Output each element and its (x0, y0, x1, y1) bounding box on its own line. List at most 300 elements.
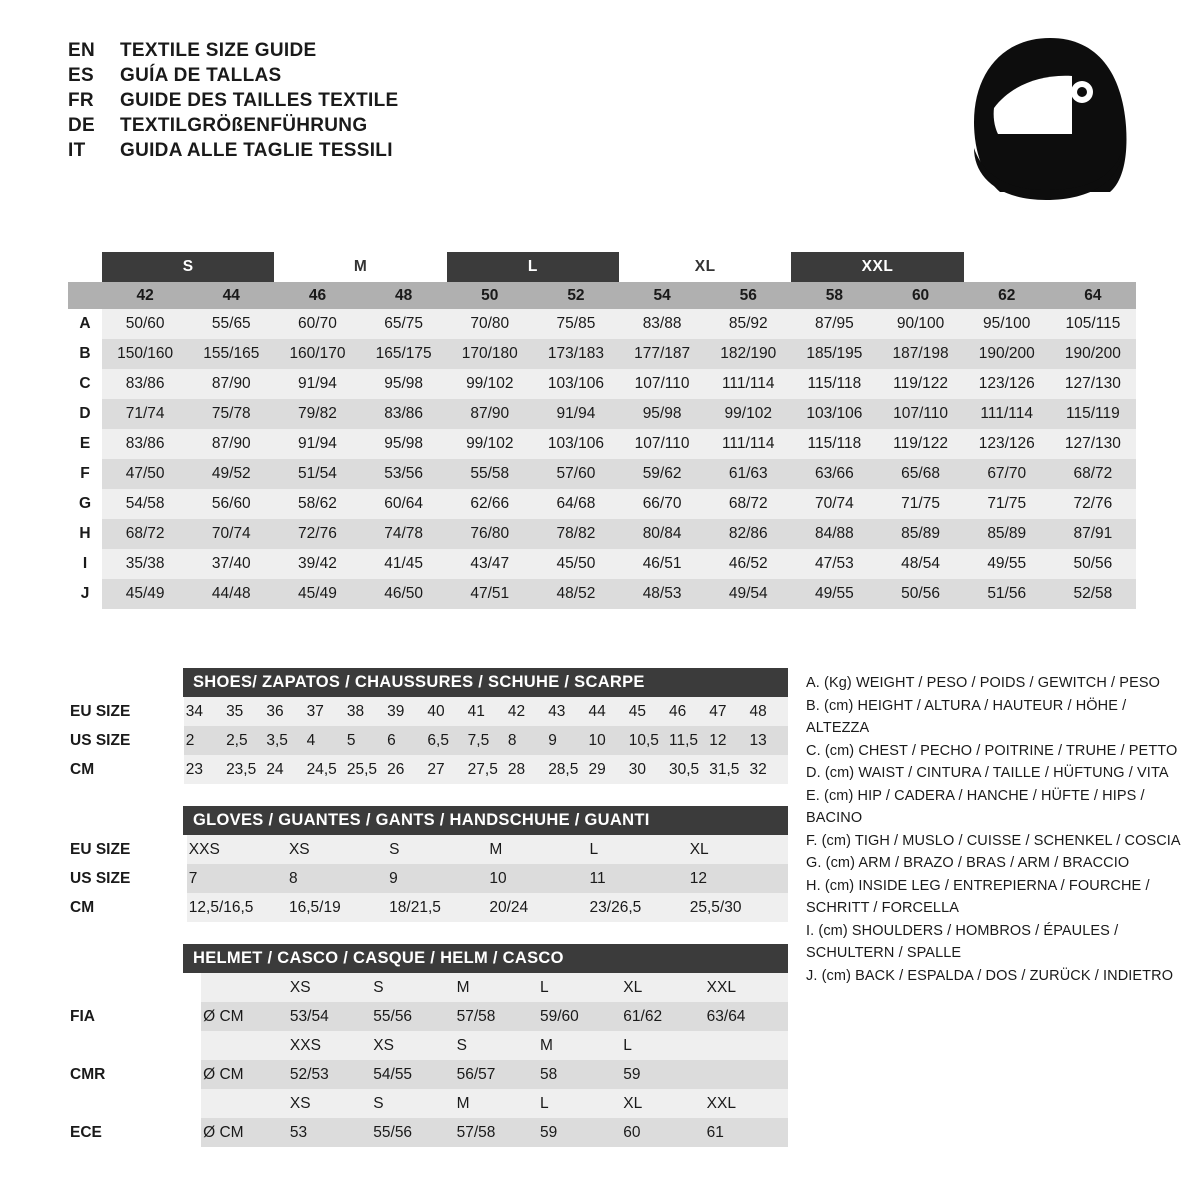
unit-cell (201, 1031, 288, 1060)
measure-cell: 68/72 (102, 519, 188, 549)
table-row (68, 579, 1136, 609)
value-cell: XXS (288, 1031, 371, 1060)
measure-cell: 56/60 (188, 489, 274, 519)
value-cell: 35 (224, 697, 264, 726)
measure-cell: 64/68 (533, 489, 619, 519)
table-row (68, 864, 788, 893)
measure-cell: 83/88 (619, 309, 705, 339)
measure-cell: 103/106 (533, 429, 619, 459)
measure-cell: 84/88 (791, 519, 877, 549)
value-cell: 10 (487, 864, 587, 893)
row-label (68, 1089, 201, 1118)
value-cell: 56/57 (455, 1060, 538, 1089)
table-row (68, 726, 788, 755)
value-cell: S (455, 1031, 538, 1060)
measure-cell: 49/55 (791, 579, 877, 609)
legend-item: D. (cm) WAIST / CINTURA / TAILLE / HÜFTUNG / VITA (806, 765, 1169, 781)
header-line (68, 140, 398, 162)
value-cell: XL (621, 1089, 704, 1118)
measure-cell: 62/66 (447, 489, 533, 519)
value-cell: 32 (748, 755, 788, 784)
value-cell: 12,5/16,5 (187, 893, 287, 922)
measure-cell: 71/74 (102, 399, 188, 429)
helmet-section-title: HELMET / CASCO / CASQUE / HELM / CASCO (183, 944, 788, 973)
measure-cell: 75/85 (533, 309, 619, 339)
gloves-table (68, 835, 788, 922)
value-cell: M (487, 835, 587, 864)
value-cell: 59 (621, 1060, 704, 1089)
size-number: 58 (791, 282, 877, 309)
measure-cell: 150/160 (102, 339, 188, 369)
measure-cell: 65/75 (361, 309, 447, 339)
measure-cell: 50/56 (877, 579, 963, 609)
measure-cell: 48/53 (619, 579, 705, 609)
unit-cell (201, 973, 288, 1002)
measure-cell: 51/54 (274, 459, 360, 489)
header-title: TEXTILGRÖßENFÜHRUNG (120, 115, 368, 136)
table-row (68, 339, 1136, 369)
table-row (68, 893, 788, 922)
value-cell: 36 (264, 697, 304, 726)
value-cell: 57/58 (455, 1002, 538, 1031)
measure-cell: 48/54 (877, 549, 963, 579)
table-row (68, 309, 1136, 339)
size-number-header-row (68, 282, 1136, 309)
measure-cell: 74/78 (361, 519, 447, 549)
measure-cell: 165/175 (361, 339, 447, 369)
measure-cell: 45/49 (102, 579, 188, 609)
measure-cell: 59/62 (619, 459, 705, 489)
value-cell: 42 (506, 697, 546, 726)
measure-cell: 68/72 (1050, 459, 1136, 489)
measure-cell: 103/106 (791, 399, 877, 429)
row-label (68, 1031, 201, 1060)
measure-cell: 41/45 (361, 549, 447, 579)
legend-item: I. (cm) SHOULDERS / HOMBROS / ÉPAULES / (806, 922, 1119, 939)
size-number: 46 (274, 282, 360, 309)
value-cell: 16,5/19 (287, 893, 387, 922)
measure-cell: 185/195 (791, 339, 877, 369)
value-cell: L (621, 1031, 704, 1060)
table-row (68, 697, 788, 726)
value-cell: 8 (506, 726, 546, 755)
header-line (68, 90, 398, 112)
textile-size-table (68, 252, 1136, 609)
legend-item: C. (cm) CHEST / PECHO / POITRINE / TRUHE / PETTO (806, 742, 1178, 759)
value-cell: 40 (425, 697, 465, 726)
measure-row-label: E (79, 435, 91, 452)
row-label: FIA (70, 1007, 95, 1025)
measure-cell: 49/52 (188, 459, 274, 489)
measure-cell: 190/200 (1050, 339, 1136, 369)
size-group-label: XL (694, 258, 716, 275)
size-number: 62 (964, 282, 1050, 309)
row-label: EU SIZE (70, 840, 131, 858)
value-cell: 39 (385, 697, 425, 726)
measure-cell: 71/75 (877, 489, 963, 519)
unit-cell (201, 1089, 288, 1118)
size-group-label (68, 252, 102, 282)
value-cell: 34 (184, 697, 224, 726)
measure-row-label: A (79, 315, 91, 332)
measure-cell: 82/86 (705, 519, 791, 549)
legend-item: J. (cm) BACK / ESPALDA / DOS / ZURÜCK / INDIETRO (806, 967, 1174, 984)
measure-cell: 45/49 (274, 579, 360, 609)
legend-item: SCHULTERN / SPALLE (806, 945, 962, 961)
table-row (68, 1089, 788, 1118)
value-cell: L (538, 1089, 621, 1118)
measure-cell: 190/200 (964, 339, 1050, 369)
header-titles (68, 40, 398, 165)
size-number: 64 (1050, 282, 1136, 309)
header-lang: DE (68, 115, 95, 136)
header-title: GUÍA DE TALLAS (120, 65, 282, 86)
measure-cell: 187/198 (877, 339, 963, 369)
value-cell: 12 (707, 726, 747, 755)
value-cell: 29 (586, 755, 626, 784)
measure-row-label: D (79, 405, 91, 422)
measure-cell: 70/74 (791, 489, 877, 519)
value-cell: 18/21,5 (387, 893, 487, 922)
measure-cell: 39/42 (274, 549, 360, 579)
measure-row-label: C (79, 375, 91, 392)
measure-cell: 83/86 (102, 369, 188, 399)
value-cell: 28 (506, 755, 546, 784)
measure-cell: 61/63 (705, 459, 791, 489)
value-cell: 53/54 (288, 1002, 371, 1031)
size-number: 52 (533, 282, 619, 309)
table-row (68, 1002, 788, 1031)
measure-cell: 111/114 (705, 369, 791, 399)
measure-cell: 60/70 (274, 309, 360, 339)
table-row (68, 1060, 788, 1089)
measure-cell: 50/56 (1050, 549, 1136, 579)
value-cell: XL (621, 973, 704, 1002)
size-group-label (964, 252, 1050, 282)
measure-cell: 99/102 (447, 429, 533, 459)
shoes-table (68, 697, 788, 784)
measure-cell: 107/110 (877, 399, 963, 429)
corner-cell (68, 282, 102, 309)
measure-cell: 85/89 (877, 519, 963, 549)
value-cell: 23/26,5 (588, 893, 688, 922)
measure-cell: 127/130 (1050, 429, 1136, 459)
measure-cell: 91/94 (533, 399, 619, 429)
measure-cell: 46/52 (705, 549, 791, 579)
value-cell: M (455, 973, 538, 1002)
table-row (68, 973, 788, 1002)
value-cell: 12 (688, 864, 788, 893)
value-cell: 23 (184, 755, 224, 784)
measure-cell: 87/90 (188, 429, 274, 459)
value-cell: 7,5 (466, 726, 506, 755)
measure-cell: 53/56 (361, 459, 447, 489)
value-cell: 47 (707, 697, 747, 726)
measure-cell: 115/118 (791, 369, 877, 399)
value-cell: 10,5 (627, 726, 667, 755)
value-cell: 55/56 (371, 1002, 454, 1031)
size-group-label: L (447, 252, 619, 282)
measure-cell: 105/115 (1050, 309, 1136, 339)
measure-cell: 80/84 (619, 519, 705, 549)
legend-item: F. (cm) TIGH / MUSLO / CUISSE / SCHENKEL / COSCIA (806, 832, 1181, 849)
measure-cell: 52/58 (1050, 579, 1136, 609)
measure-cell: 95/98 (619, 399, 705, 429)
row-label: CM (70, 760, 95, 778)
value-cell: 13 (748, 726, 788, 755)
measure-cell: 48/52 (533, 579, 619, 609)
value-cell: 53 (288, 1118, 371, 1147)
value-cell: 59/60 (538, 1002, 621, 1031)
row-label: US SIZE (70, 869, 131, 887)
value-cell (705, 1031, 788, 1060)
measure-cell: 123/126 (964, 369, 1050, 399)
row-label: ECE (70, 1123, 102, 1141)
value-cell: 46 (667, 697, 707, 726)
size-group-label: S (102, 252, 274, 282)
value-cell: 57/58 (455, 1118, 538, 1147)
header-title: GUIDA ALLE TAGLIE TESSILI (120, 140, 393, 161)
table-row (68, 399, 1136, 429)
lower-tables (68, 668, 788, 1147)
value-cell: 25,5 (345, 755, 385, 784)
table-row (68, 519, 1136, 549)
size-number: 48 (361, 282, 447, 309)
value-cell: 3,5 (264, 726, 304, 755)
measure-cell: 49/54 (705, 579, 791, 609)
measure-cell: 155/165 (188, 339, 274, 369)
value-cell: 26 (385, 755, 425, 784)
legend-item: B. (cm) HEIGHT / ALTURA / HAUTEUR / HÖHE / ALTEZZA (806, 697, 1127, 736)
measure-cell: 85/89 (964, 519, 1050, 549)
measure-cell: 170/180 (447, 339, 533, 369)
measure-cell: 115/119 (1050, 399, 1136, 429)
measure-cell: 87/90 (188, 369, 274, 399)
value-cell: 9 (387, 864, 487, 893)
value-cell: 8 (287, 864, 387, 893)
table-row (68, 489, 1136, 519)
header-lang: FR (68, 90, 94, 111)
measure-cell: 45/50 (533, 549, 619, 579)
header-lang: ES (68, 65, 94, 86)
size-number: 50 (447, 282, 533, 309)
helmet-icon (960, 30, 1140, 210)
measure-cell: 123/126 (964, 429, 1050, 459)
table-row (68, 459, 1136, 489)
header-line (68, 115, 398, 137)
measure-cell: 90/100 (877, 309, 963, 339)
value-cell: 60 (621, 1118, 704, 1147)
value-cell: L (588, 835, 688, 864)
size-number: 54 (619, 282, 705, 309)
measure-cell: 51/56 (964, 579, 1050, 609)
measure-cell: 91/94 (274, 369, 360, 399)
value-cell: 61/62 (621, 1002, 704, 1031)
row-label: CMR (70, 1065, 106, 1083)
measurement-legend (806, 672, 1186, 987)
measure-cell: 58/62 (274, 489, 360, 519)
measure-row-label: H (79, 525, 91, 542)
measure-cell: 43/47 (447, 549, 533, 579)
measure-cell: 119/122 (877, 369, 963, 399)
measure-cell: 99/102 (447, 369, 533, 399)
row-label: CM (70, 898, 95, 916)
value-cell: 2 (184, 726, 224, 755)
value-cell: 41 (466, 697, 506, 726)
header-lang: IT (68, 140, 86, 161)
value-cell: 63/64 (705, 1002, 788, 1031)
measure-cell: 66/70 (619, 489, 705, 519)
value-cell: 44 (586, 697, 626, 726)
measure-row-label: J (80, 585, 90, 602)
measure-cell: 111/114 (964, 399, 1050, 429)
measure-cell: 44/48 (188, 579, 274, 609)
legend-item: A. (Kg) WEIGHT / PESO / POIDS / GEWITCH / PESO (806, 675, 1160, 691)
value-cell: 24 (264, 755, 304, 784)
measure-cell: 72/76 (1050, 489, 1136, 519)
measure-cell: 46/50 (361, 579, 447, 609)
value-cell: S (387, 835, 487, 864)
size-number: 42 (102, 282, 188, 309)
measure-cell: 54/58 (102, 489, 188, 519)
value-cell: 43 (546, 697, 586, 726)
shoes-section-title: SHOES/ ZAPATOS / CHAUSSURES / SCHUHE / SCARPE (183, 668, 788, 697)
value-cell: 59 (538, 1118, 621, 1147)
measure-cell: 91/94 (274, 429, 360, 459)
value-cell: XS (288, 973, 371, 1002)
measure-cell: 177/187 (619, 339, 705, 369)
value-cell: M (538, 1031, 621, 1060)
value-cell: XXL (705, 973, 788, 1002)
value-cell: 30 (627, 755, 667, 784)
measure-cell: 107/110 (619, 429, 705, 459)
value-cell: 45 (627, 697, 667, 726)
measure-cell: 37/40 (188, 549, 274, 579)
measure-cell: 47/50 (102, 459, 188, 489)
measure-cell: 55/65 (188, 309, 274, 339)
row-label: US SIZE (70, 731, 131, 749)
table-row (68, 1031, 788, 1060)
measure-cell: 72/76 (274, 519, 360, 549)
value-cell: 24,5 (305, 755, 345, 784)
measure-cell: 78/82 (533, 519, 619, 549)
measure-cell: 160/170 (274, 339, 360, 369)
value-cell: XS (287, 835, 387, 864)
measure-cell: 60/64 (361, 489, 447, 519)
measure-row-label: G (79, 495, 92, 512)
value-cell: 25,5/30 (688, 893, 788, 922)
measure-cell: 83/86 (361, 399, 447, 429)
measure-cell: 173/183 (533, 339, 619, 369)
measure-cell: 83/86 (102, 429, 188, 459)
measure-cell: 127/130 (1050, 369, 1136, 399)
legend-item: H. (cm) INSIDE LEG / ENTREPIERNA / FOURCHE / (806, 877, 1150, 894)
header-lang: EN (68, 40, 95, 61)
value-cell: XS (288, 1089, 371, 1118)
value-cell: 23,5 (224, 755, 264, 784)
measure-cell: 49/55 (964, 549, 1050, 579)
value-cell (705, 1060, 788, 1089)
row-label (68, 973, 201, 1002)
header-line (68, 65, 398, 87)
legend-item: G. (cm) ARM / BRAZO / BRAS / ARM / BRACCIO (806, 855, 1130, 871)
value-cell: 6,5 (425, 726, 465, 755)
measure-cell: 119/122 (877, 429, 963, 459)
measure-row-label: I (82, 555, 88, 572)
row-label: EU SIZE (70, 702, 131, 720)
size-group-header-row (68, 252, 1136, 282)
measure-cell: 79/82 (274, 399, 360, 429)
value-cell: 10 (586, 726, 626, 755)
measure-cell: 182/190 (705, 339, 791, 369)
value-cell: 52/53 (288, 1060, 371, 1089)
measure-cell: 103/106 (533, 369, 619, 399)
value-cell: 27 (425, 755, 465, 784)
value-cell: M (455, 1089, 538, 1118)
table-row (68, 1118, 788, 1147)
value-cell: 6 (385, 726, 425, 755)
value-cell: 48 (748, 697, 788, 726)
measure-cell: 95/100 (964, 309, 1050, 339)
gloves-section-title: GLOVES / GUANTES / GANTS / HANDSCHUHE / GUANTI (183, 806, 788, 835)
value-cell: 31,5 (707, 755, 747, 784)
value-cell: 27,5 (466, 755, 506, 784)
measure-cell: 95/98 (361, 369, 447, 399)
measure-cell: 85/92 (705, 309, 791, 339)
measure-cell: 63/66 (791, 459, 877, 489)
value-cell: 5 (345, 726, 385, 755)
unit-cell: Ø CM (201, 1060, 288, 1089)
table-row (68, 369, 1136, 399)
value-cell: 58 (538, 1060, 621, 1089)
value-cell: 30,5 (667, 755, 707, 784)
value-cell: 9 (546, 726, 586, 755)
legend-item: E. (cm) HIP / CADERA / HANCHE / HÜFTE / HIPS / BACINO (806, 787, 1145, 826)
measure-cell: 76/80 (447, 519, 533, 549)
header-title: GUIDE DES TAILLES TEXTILE (120, 90, 399, 111)
size-number: 60 (877, 282, 963, 309)
header-title: TEXTILE SIZE GUIDE (120, 40, 317, 61)
value-cell: 11 (588, 864, 688, 893)
measure-cell: 50/60 (102, 309, 188, 339)
value-cell: 54/55 (371, 1060, 454, 1089)
value-cell: 4 (305, 726, 345, 755)
size-number: 44 (188, 282, 274, 309)
measure-cell: 87/90 (447, 399, 533, 429)
measure-cell: 71/75 (964, 489, 1050, 519)
value-cell: L (538, 973, 621, 1002)
value-cell: S (371, 1089, 454, 1118)
value-cell: XXS (187, 835, 287, 864)
table-row (68, 549, 1136, 579)
size-group-label: XXL (791, 252, 963, 282)
measure-cell: 70/74 (188, 519, 274, 549)
measure-row-label: B (79, 345, 91, 362)
measure-cell: 47/51 (447, 579, 533, 609)
value-cell: 28,5 (546, 755, 586, 784)
value-cell: 37 (305, 697, 345, 726)
measure-cell: 115/118 (791, 429, 877, 459)
measure-cell: 75/78 (188, 399, 274, 429)
value-cell: XL (688, 835, 788, 864)
measure-cell: 111/114 (705, 429, 791, 459)
legend-item: SCHRITT / FORCELLA (806, 900, 960, 916)
size-number: 56 (705, 282, 791, 309)
measure-cell: 87/95 (791, 309, 877, 339)
measure-cell: 107/110 (619, 369, 705, 399)
measure-cell: 87/91 (1050, 519, 1136, 549)
measure-cell: 99/102 (705, 399, 791, 429)
